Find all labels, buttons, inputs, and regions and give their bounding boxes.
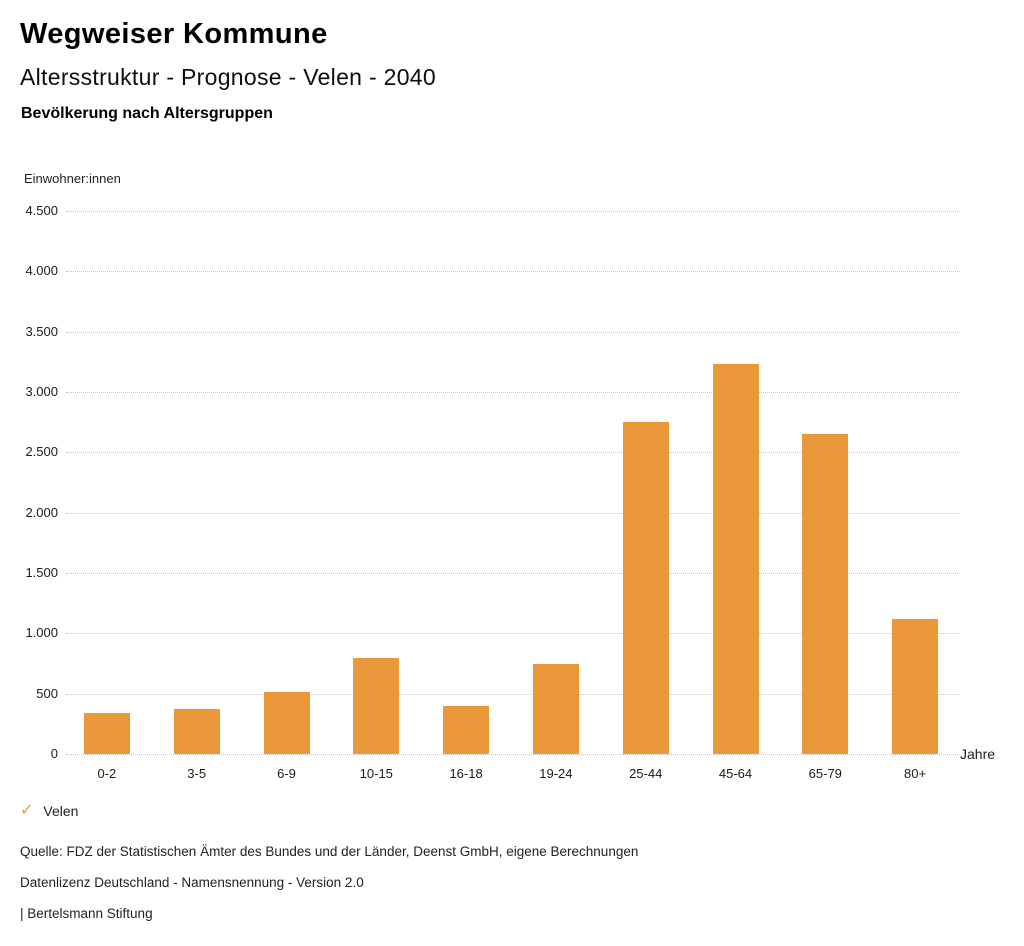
legend-label: Velen xyxy=(43,803,79,819)
x-tick-label: 10-15 xyxy=(359,766,393,781)
gridline xyxy=(66,211,960,212)
source-text: Quelle: FDZ der Statistischen Ämter des Bundes und der Länder, Deenst GmbH, eigene Berechnungen xyxy=(20,844,639,859)
legend-item-velen[interactable] xyxy=(20,803,78,819)
gridline xyxy=(66,754,960,755)
bar-80+[interactable] xyxy=(892,619,938,754)
bar-10-15[interactable] xyxy=(353,658,399,754)
license-text: Datenlizenz Deutschland - Namensnennung - Version 2.0 xyxy=(20,875,364,890)
x-tick-label: 25-44 xyxy=(629,766,663,781)
y-tick-label: 2.500 xyxy=(25,444,58,460)
bar-16-18[interactable] xyxy=(443,706,489,754)
x-tick-label: 0-2 xyxy=(97,766,117,781)
chart-plot-area xyxy=(62,211,960,754)
x-tick-label: 6-9 xyxy=(277,766,296,781)
bar-3-5[interactable] xyxy=(174,709,220,754)
bar-45-64[interactable] xyxy=(713,364,759,754)
check-icon: ✓ xyxy=(20,802,34,819)
x-tick-label: 19-24 xyxy=(539,766,573,781)
gridline xyxy=(66,392,960,393)
chart-subtitle: Altersstruktur - Prognose - Velen - 2040 xyxy=(20,64,436,90)
y-tick-label: 3.000 xyxy=(25,384,58,399)
gridline xyxy=(66,271,960,272)
y-tick-label: 0 xyxy=(50,746,58,761)
x-tick-label: 16-18 xyxy=(449,766,483,781)
x-tick-label: 3-5 xyxy=(187,766,207,781)
x-tick-label: 45-64 xyxy=(718,766,753,781)
chart-section-title: Bevölkerung nach Altersgruppen xyxy=(21,105,273,122)
bar-65-79[interactable] xyxy=(802,434,848,754)
y-axis-title: Einwohner:innen xyxy=(24,171,121,186)
bar-6-9[interactable] xyxy=(264,692,310,754)
y-tick-label: 500 xyxy=(36,685,58,701)
y-tick-label: 2.000 xyxy=(25,504,58,520)
y-tick-label: 1.500 xyxy=(25,565,58,580)
x-tick-label: 65-79 xyxy=(808,766,842,781)
bar-19-24[interactable] xyxy=(533,664,579,754)
page-title: Wegweiser Kommune xyxy=(20,18,328,50)
bar-0-2[interactable] xyxy=(84,713,130,754)
gridline xyxy=(66,332,960,333)
bar-25-44[interactable] xyxy=(623,422,669,754)
x-tick-label: 80+ xyxy=(904,766,927,781)
y-tick-label: 3.500 xyxy=(25,323,58,339)
y-tick-label: 4.500 xyxy=(25,203,58,218)
y-tick-label: 4.000 xyxy=(25,263,58,279)
y-tick-label: 1.000 xyxy=(25,625,58,641)
x-axis-title: Jahre xyxy=(960,746,996,762)
attribution-text: | Bertelsmann Stiftung xyxy=(20,906,153,921)
